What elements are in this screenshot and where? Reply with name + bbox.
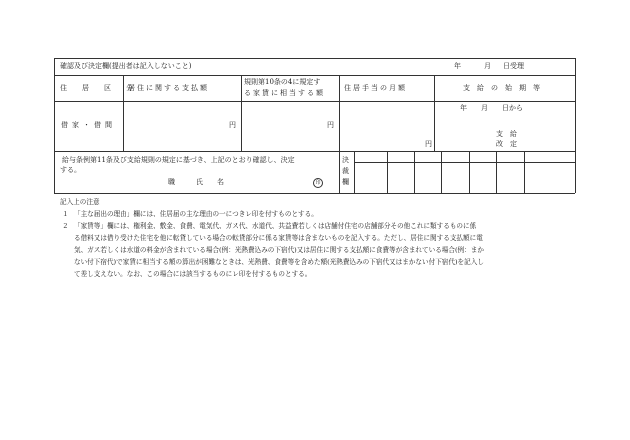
received-month-label: 月 bbox=[484, 62, 491, 70]
col-divider-3 bbox=[339, 75, 340, 193]
note-2-line-3: 気、ガス若しくは水道の料金が含まれている場合(例：光熱費込みの下宿代)又は居住に関する支払額に食費等が含まれている場合(例：まか bbox=[74, 246, 484, 254]
table-line-header-bottom bbox=[54, 101, 575, 102]
confirm-statement-line1: 給与条例第11条及び支給規則の規定に基づき、上記のとおり確認し、決定 bbox=[62, 156, 295, 164]
kessai-label-1: 決 bbox=[342, 156, 349, 164]
table-border-right bbox=[575, 58, 576, 193]
kessai-label-3: 欄 bbox=[342, 178, 349, 186]
note-2-line-1: 「家賃等」欄には、権利金、敷金、食費、電気代、ガス代、水道代、共益費若しくは店舗付住宅の店舗部分その他これに類するものに係 bbox=[74, 222, 477, 230]
col-header-housing: 住 居 区 分 bbox=[60, 84, 137, 92]
col-divider-4 bbox=[434, 75, 435, 151]
note-1-number: １ bbox=[62, 210, 69, 218]
kessai-cell-divider-5 bbox=[496, 151, 497, 193]
kessai-cell-divider-2 bbox=[414, 151, 415, 193]
kessai-cell-divider-3 bbox=[441, 151, 442, 193]
start-kubun-revision: 改 定 bbox=[496, 140, 517, 148]
housing-type-value: 借家・借間 bbox=[61, 121, 116, 129]
received-year-label: 年 bbox=[454, 62, 461, 70]
col-divider-2 bbox=[241, 75, 242, 151]
confirm-statement-line2: する。 bbox=[60, 166, 81, 174]
seal-mark-icon: 印 bbox=[313, 178, 323, 188]
col-header-rule-line2: る家賃に相当する額 bbox=[244, 89, 325, 97]
col-header-rule-line1: 規則第10条の4に規定す bbox=[244, 78, 321, 86]
col-header-start: 支 給 の 始 期 等 bbox=[463, 84, 540, 92]
kessai-cell-divider-1 bbox=[387, 151, 388, 193]
note-2-line-5: て差し支えない。なお、この場合には該当するものにレ印を付するものとする。 bbox=[74, 270, 312, 278]
payment-yen-unit: 円 bbox=[229, 121, 236, 129]
kessai-cell-divider-6 bbox=[524, 151, 525, 193]
start-date-text: 年 月 日から bbox=[460, 104, 523, 112]
kessai-cell-divider-4 bbox=[469, 151, 470, 193]
table-border-top bbox=[54, 58, 575, 59]
kessai-label-divider bbox=[354, 151, 355, 193]
allowance-yen-unit: 円 bbox=[425, 140, 432, 148]
notes-heading: 記入上の注意 bbox=[60, 198, 100, 206]
note-2-line-2: る借料又は借り受けた住宅を他に転貸している場合の転貸部分に係る家賃等は含まないものを記入する。ただし、居住に関する支払額に電 bbox=[74, 234, 483, 242]
confirm-decision-label: 確認及び決定欄(提出者は記入しないこと) bbox=[60, 62, 192, 70]
col-header-allowance: 住居手当の月額 bbox=[344, 84, 407, 92]
start-kubun-payment: 支 給 bbox=[496, 130, 517, 138]
note-1-text: 「主な届出の理由」欄には、住居届の主な理由の一につきレ印を付すものとする。 bbox=[74, 210, 318, 218]
kessai-label-2: 裁 bbox=[342, 167, 349, 175]
received-day-label: 日受理 bbox=[503, 62, 524, 70]
note-2-line-4: ない付下宿代)で家賃に相当する額の算出が困難なときは、光熱費、食費等を含めた額(光熱費込みの下宿代又はまかない付下宿代)を記入し bbox=[74, 258, 484, 266]
table-border-bottom bbox=[54, 193, 575, 194]
official-name-label: 職 氏 名 bbox=[168, 178, 224, 186]
note-2-number: ２ bbox=[62, 222, 69, 230]
table-line-header-top bbox=[54, 75, 575, 76]
col-header-payment: 居住に関する支払額 bbox=[128, 84, 209, 92]
table-border-left bbox=[54, 58, 55, 193]
rule-amount-yen-unit: 円 bbox=[327, 121, 334, 129]
